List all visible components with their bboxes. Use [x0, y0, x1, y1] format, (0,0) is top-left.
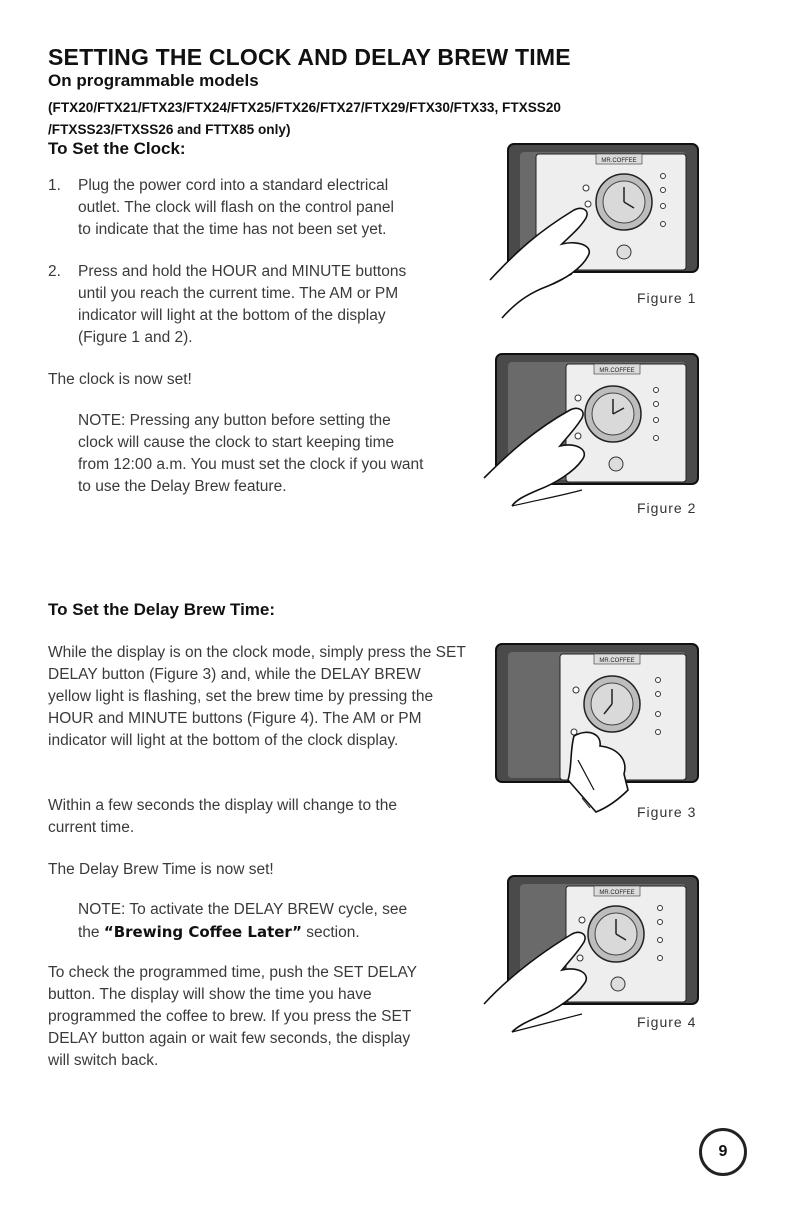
clock-step-1 — [48, 175, 408, 241]
page-number-badge — [699, 1128, 747, 1176]
subtitle: On programmable models — [48, 71, 259, 90]
figure-4 — [478, 872, 718, 1062]
page-number: 9 — [718, 1143, 728, 1160]
model-list-line-1: (FTX20/FTX21/FTX23/FTX24/FTX25/FTX26/FTX27/FTX29/FTX30/FTX33, FTXSS20 — [48, 100, 561, 115]
figure-3 — [478, 640, 718, 830]
step-number: 2. — [48, 263, 61, 280]
delay-heading: To Set the Delay Brew Time: — [48, 600, 276, 619]
brand-label: MR.COFFEE — [601, 158, 637, 164]
model-list-line-2: /FTXSS23/FTXSS26 and FTTX85 only) — [48, 122, 291, 137]
clock-note: NOTE: Pressing any button before setting the clock will cause the clock to start keeping time from 12:00 a.m. You must set the clock if you want to use the Delay Brew feature. — [78, 412, 424, 495]
figure-caption: Figure 3 — [637, 804, 697, 820]
note-prefix: NOTE: To activate the DELAY BREW cycle, see the — [78, 901, 408, 941]
step-number: 1. — [48, 177, 61, 194]
brand-label: MR.COFFEE — [599, 890, 635, 896]
step-text: Press and hold the HOUR and MINUTE buttons until you reach the current time. The AM or PM indicator will light at the bottom of the display (Figure 1 and 2). — [78, 263, 407, 346]
brand-label: MR.COFFEE — [599, 658, 635, 664]
delay-note — [78, 899, 428, 944]
coffee-maker-panel-illustration — [478, 872, 718, 1062]
figure-caption: Figure 2 — [637, 500, 697, 516]
clock-step-2 — [48, 261, 408, 349]
delay-para-1: While the display is on the clock mode, simply press the SET DELAY button (Figure 3) and, while the DELAY BREW yellow light is flashing, set the brew time by pressing the HOUR and MINUTE buttons (Figure 4). The AM or PM indicator will light at the bottom of the clock display. — [48, 644, 466, 749]
figure-caption: Figure 1 — [637, 290, 697, 306]
note-suffix: section. — [301, 924, 360, 941]
delay-done: The Delay Brew Time is now set! — [48, 861, 274, 878]
figure-2 — [478, 350, 718, 540]
figure-1 — [478, 140, 718, 330]
clock-done: The clock is now set! — [48, 371, 192, 388]
figure-caption: Figure 4 — [637, 1014, 697, 1030]
delay-para-3: To check the programmed time, push the SET DELAY button. The display will show the time you have programmed the coffee to brew. If you press the SET DELAY button again or wait few seconds, the display will switch back. — [48, 964, 417, 1069]
delay-para-2: Within a few seconds the display will change to the current time. — [48, 797, 397, 836]
page-title: SETTING THE CLOCK AND DELAY BREW TIME — [48, 44, 571, 70]
clock-heading: To Set the Clock: — [48, 139, 186, 158]
brewing-later-reference: “Brewing Coffee Later” — [103, 923, 302, 941]
step-text: Plug the power cord into a standard electrical outlet. The clock will flash on the control panel to indicate that the time has not been set yet. — [78, 177, 394, 238]
coffee-maker-panel-illustration — [478, 640, 718, 830]
model-list — [48, 97, 668, 141]
brand-label: MR.COFFEE — [599, 368, 635, 374]
